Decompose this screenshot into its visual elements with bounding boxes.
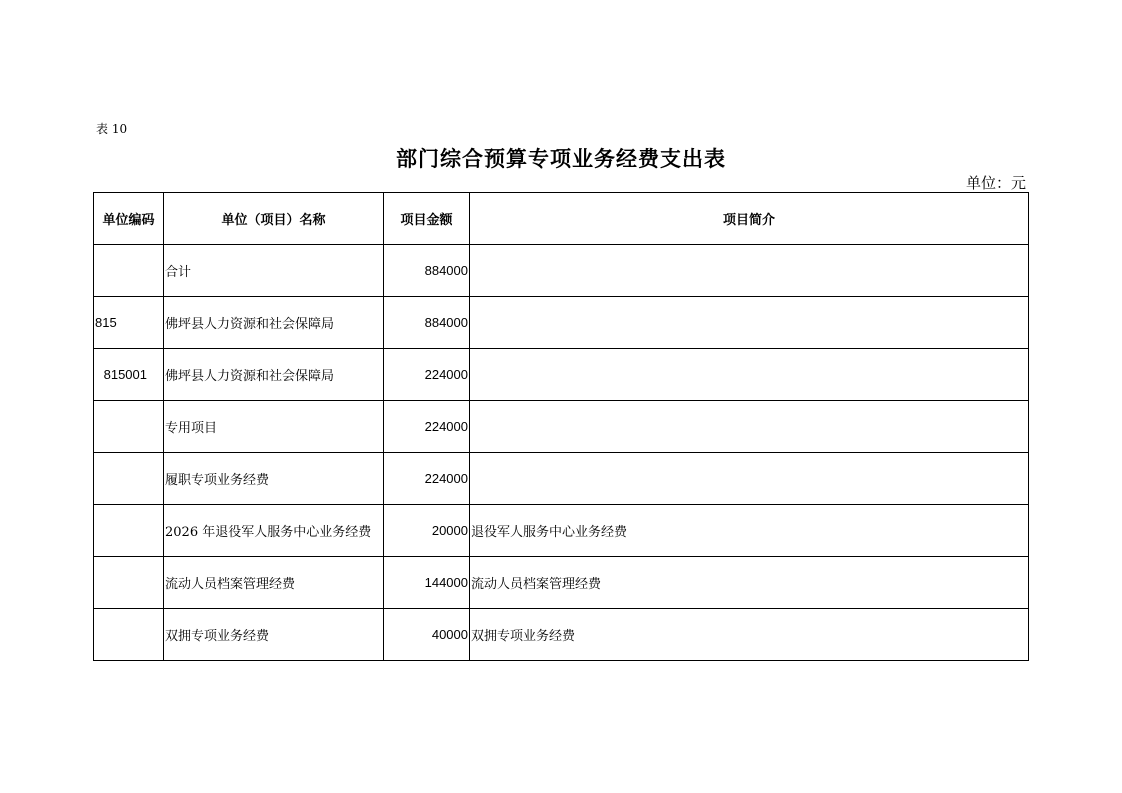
cell-desc: 流动人员档案管理经费 bbox=[470, 557, 1029, 609]
cell-name: 2026 年退役军人服务中心业务经费 bbox=[164, 505, 384, 557]
cell-amount: 224000 bbox=[384, 401, 470, 453]
cell-code: 815001 bbox=[94, 349, 164, 401]
table-row bbox=[94, 609, 1029, 661]
cell-name: 佛坪县人力资源和社会保障局 bbox=[164, 349, 384, 401]
table-header-row bbox=[94, 193, 1029, 245]
table-row bbox=[94, 453, 1029, 505]
cell-name: 专用项目 bbox=[164, 401, 384, 453]
cell-code bbox=[94, 453, 164, 505]
cell-name: 佛坪县人力资源和社会保障局 bbox=[164, 297, 384, 349]
header-amount: 项目金额 bbox=[384, 193, 470, 245]
table-row bbox=[94, 505, 1029, 557]
cell-name: 合计 bbox=[164, 245, 384, 297]
table-row bbox=[94, 245, 1029, 297]
cell-amount: 884000 bbox=[384, 245, 470, 297]
cell-code bbox=[94, 609, 164, 661]
header-desc: 项目简介 bbox=[470, 193, 1029, 245]
cell-desc: 双拥专项业务经费 bbox=[470, 609, 1029, 661]
cell-desc bbox=[470, 401, 1029, 453]
budget-table bbox=[93, 192, 1029, 661]
cell-amount: 20000 bbox=[384, 505, 470, 557]
cell-desc bbox=[470, 349, 1029, 401]
cell-amount: 144000 bbox=[384, 557, 470, 609]
cell-amount: 224000 bbox=[384, 453, 470, 505]
cell-code bbox=[94, 245, 164, 297]
table-row bbox=[94, 557, 1029, 609]
table-row bbox=[94, 297, 1029, 349]
table-row bbox=[94, 349, 1029, 401]
cell-code bbox=[94, 505, 164, 557]
cell-code: 815 bbox=[94, 297, 164, 349]
header-name: 单位（项目）名称 bbox=[164, 193, 384, 245]
document-title: 部门综合预算专项业务经费支出表 bbox=[396, 146, 726, 171]
cell-code bbox=[94, 401, 164, 453]
cell-name: 履职专项业务经费 bbox=[164, 453, 384, 505]
table-number: 表 10 bbox=[96, 122, 128, 136]
cell-amount: 224000 bbox=[384, 349, 470, 401]
cell-desc bbox=[470, 297, 1029, 349]
cell-name: 双拥专项业务经费 bbox=[164, 609, 384, 661]
cell-name: 流动人员档案管理经费 bbox=[164, 557, 384, 609]
cell-desc bbox=[470, 453, 1029, 505]
cell-amount: 884000 bbox=[384, 297, 470, 349]
unit-label: 单位：元 bbox=[965, 174, 1026, 192]
cell-amount: 40000 bbox=[384, 609, 470, 661]
cell-code bbox=[94, 557, 164, 609]
table-row bbox=[94, 401, 1029, 453]
cell-desc bbox=[470, 245, 1029, 297]
header-code: 单位编码 bbox=[94, 193, 164, 245]
cell-desc: 退役军人服务中心业务经费 bbox=[470, 505, 1029, 557]
